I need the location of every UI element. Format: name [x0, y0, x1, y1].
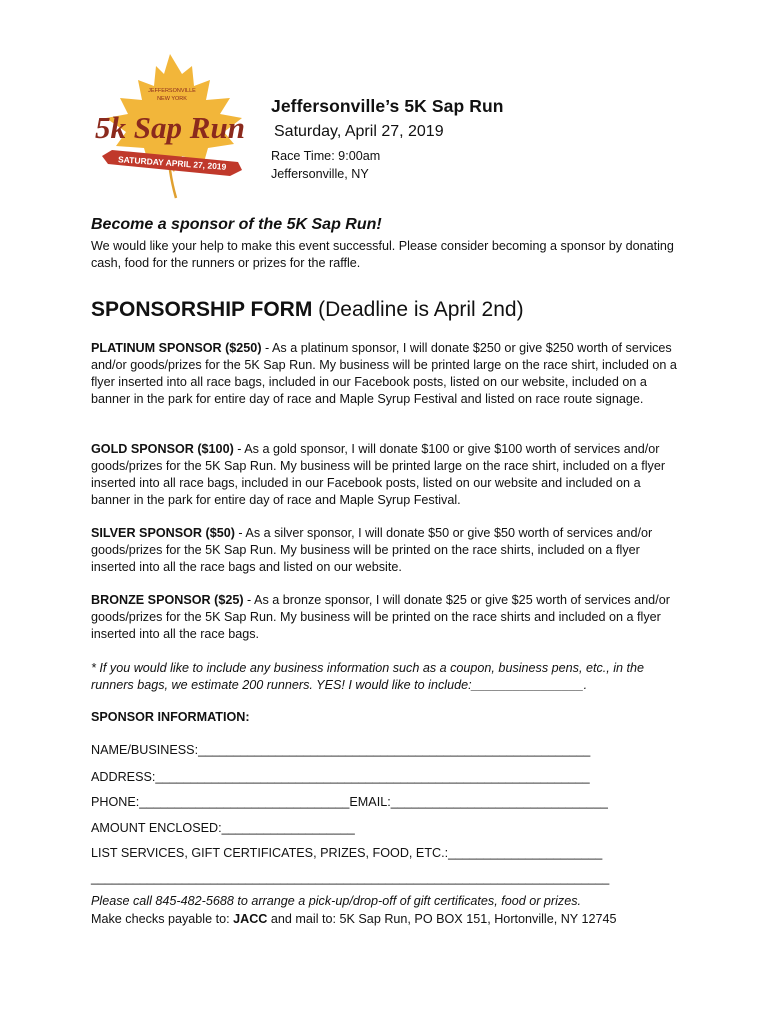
logo-town-text: JEFFERSONVILLE — [148, 88, 196, 94]
logo-state-text: NEW YORK — [157, 96, 187, 102]
intro-heading: Become a sponsor of the 5K Sap Run! — [91, 216, 382, 233]
logo-banner-text: SATURDAY APRIL 27, 2019 — [117, 154, 227, 172]
payment-payee: JACC — [233, 912, 268, 926]
payment-prefix: Make checks payable to: — [91, 912, 234, 926]
tier-name: PLATINUM SPONSOR ($250) — [91, 341, 262, 355]
form-heading-deadline: (Deadline is April 2nd) — [312, 298, 524, 321]
leaf-stem — [170, 170, 176, 198]
tier-platinum — [91, 340, 681, 408]
event-title: Jeffersonville’s 5K Sap Run — [271, 96, 504, 116]
maple-leaf-logo-icon — [88, 52, 248, 202]
tier-name: SILVER SPONSOR ($50) — [91, 526, 235, 540]
sponsor-info-heading: SPONSOR INFORMATION: — [91, 710, 250, 724]
phone-email-field[interactable]: PHONE:______________________________EMAIL:_______________________________ — [91, 795, 608, 809]
event-location: Jeffersonville, NY — [271, 167, 369, 181]
address-field[interactable]: ADDRESS:______________________________________________________________ — [91, 770, 590, 784]
event-date: Saturday, April 27, 2019 — [274, 123, 444, 140]
amount-enclosed-field[interactable]: AMOUNT ENCLOSED:___________________ — [91, 821, 355, 835]
race-time: Race Time: 9:00am — [271, 149, 381, 163]
intro-text: We would like your help to make this event successful. Please consider becoming a sponsor by donating cash, food for the runners or prizes for the raffle. — [91, 239, 674, 270]
tier-name: BRONZE SPONSOR ($25) — [91, 593, 244, 607]
tier-description: - As a bronze sponsor, I will donate $25 or give $25 worth of services and/or goods/prizes for the 5K Sap Run. My business will be printed on the race shirts and included on a flyer inserted into all the race bags. — [91, 593, 670, 641]
tier-bronze — [91, 592, 681, 643]
name-business-field[interactable]: NAME/BUSINESS:________________________________________________________ — [91, 743, 591, 757]
payment-address: and mail to: 5K Sap Run, PO BOX 151, Hortonville, NY 12745 — [267, 912, 617, 926]
payment-instructions — [91, 912, 681, 926]
services-continuation-line[interactable]: __________________________________________________________________________ — [91, 871, 610, 885]
tier-silver — [91, 525, 681, 576]
bag-insert-note: * If you would like to include any business information such as a coupon, business pens, etc., in the runners bags, we estimate 200 runners. YES! I would like to include:________________. — [91, 661, 645, 692]
form-heading — [91, 298, 681, 322]
services-field[interactable]: LIST SERVICES, GIFT CERTIFICATES, PRIZES, FOOD, ETC.:______________________ — [91, 846, 603, 860]
tier-name: GOLD SPONSOR ($100) — [91, 442, 234, 456]
event-logo — [88, 52, 248, 202]
pickup-instructions: Please call 845-482-5688 to arrange a pick-up/drop-off of gift certificates, food or prizes. — [91, 894, 582, 908]
tier-description: - As a platinum sponsor, I will donate $250 or give $250 worth of services and/or goods/prizes for the 5K Sap Run. My business will be printed large on the race shirt, included on a flyer inserted into all race bags, included in our Facebook posts, listed on our website, included on a banner in the park for entire day of race and Maple Syrup Festival and listed on race route signage. — [91, 341, 677, 406]
event-header — [271, 96, 504, 181]
tier-description: - As a silver sponsor, I will donate $50 or give $50 worth of services and/or goods/prizes for the 5K Sap Run. My business will be printed on the race shirts, included on a flyer inserted into all the race bags and listed on our website. — [91, 526, 653, 574]
tier-gold — [91, 441, 681, 509]
tier-description: - As a gold sponsor, I will donate $100 or give $100 worth of services and/or goods/prizes for the 5K Sap Run. My business will be printed large on the race shirt, included on a flyer inserted into all race bags, included in our Facebook posts, listed on our website and included on a banner in the park for entire day of race and Maple Syrup Festival. — [91, 442, 666, 507]
form-heading-bold: SPONSORSHIP FORM — [91, 298, 313, 321]
logo-main-text: 5k Sap Run — [95, 110, 245, 145]
